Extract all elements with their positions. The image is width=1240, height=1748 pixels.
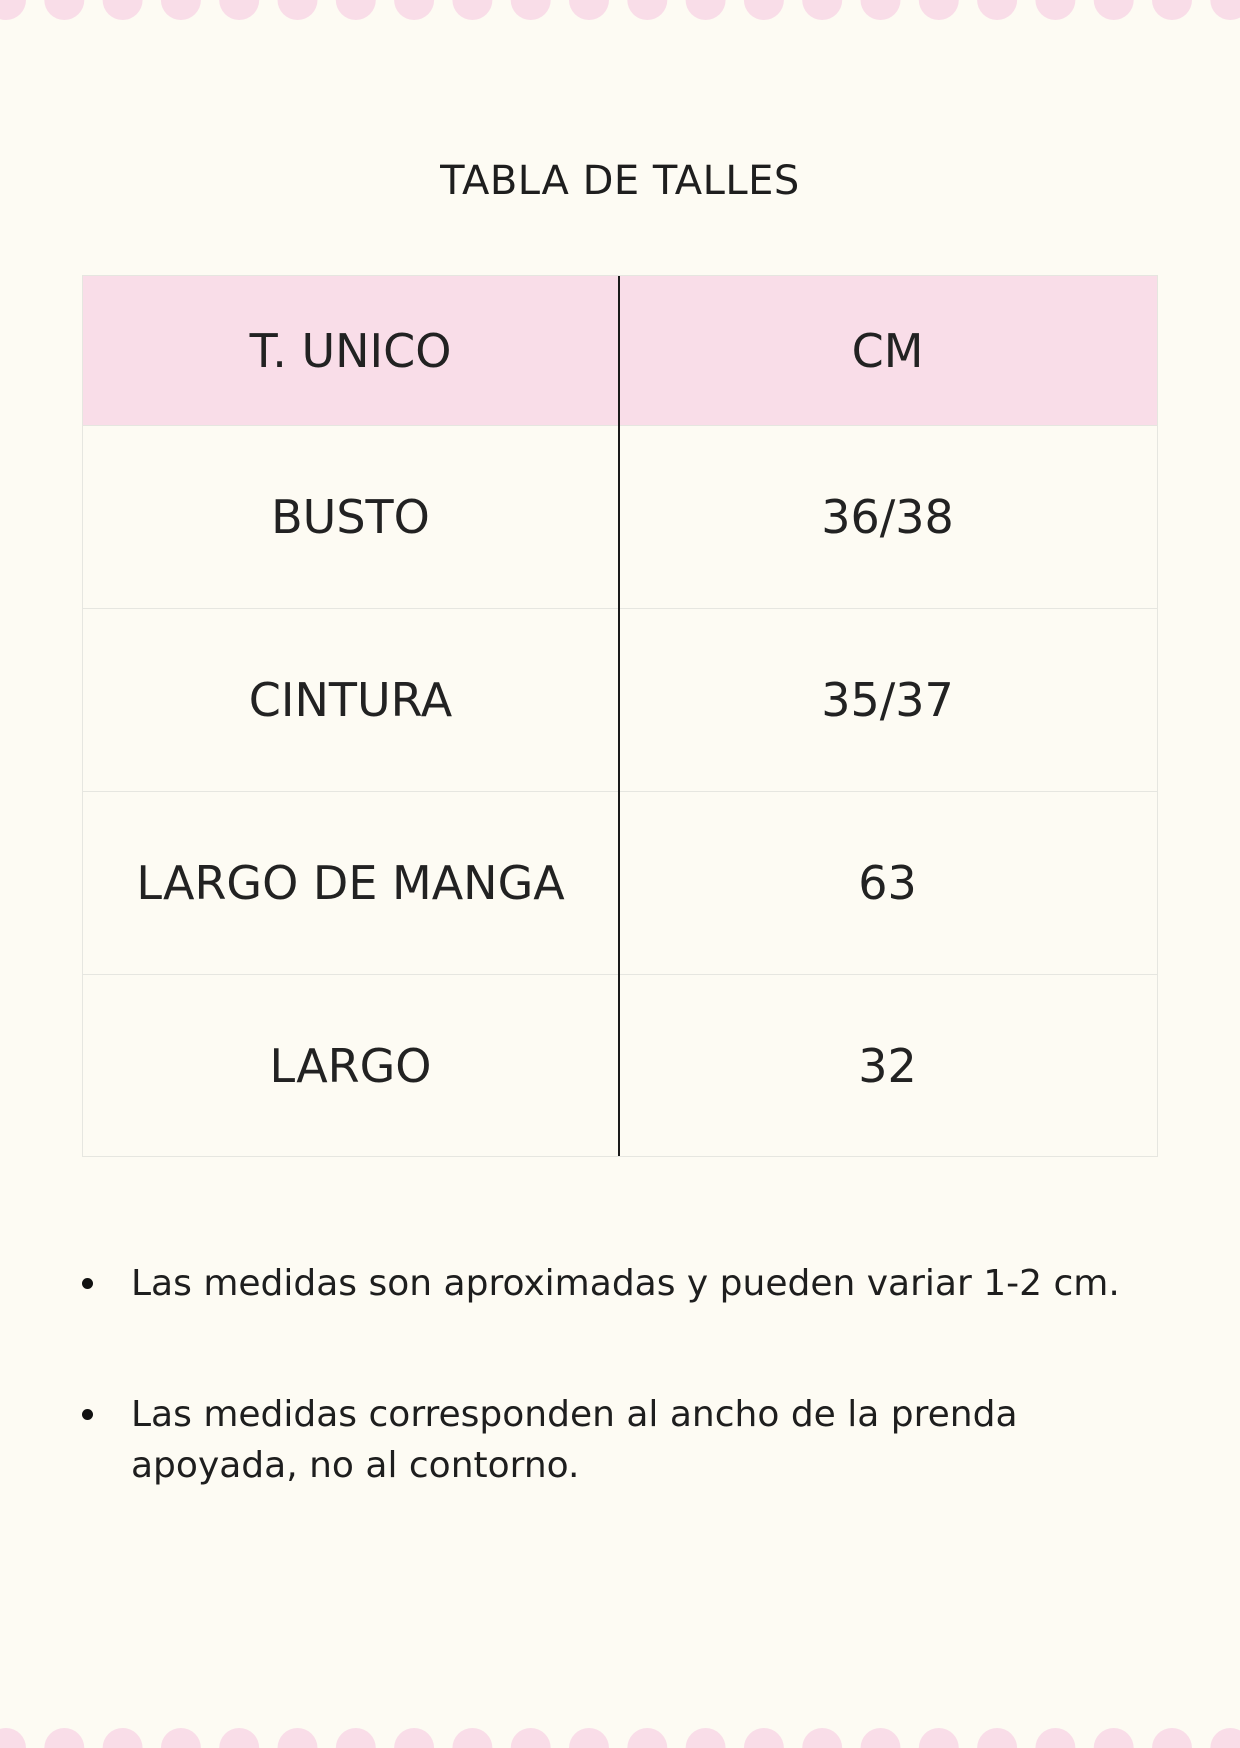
note-item	[82, 1389, 1172, 1491]
top-dot-border	[0, 0, 1240, 44]
border-dot	[919, 0, 959, 20]
border-dot	[511, 1728, 551, 1748]
border-dot	[627, 0, 667, 20]
border-dot	[977, 0, 1017, 20]
border-dot	[1152, 0, 1192, 20]
border-dot	[511, 0, 551, 20]
border-dot	[1094, 1728, 1134, 1748]
row-label: LARGO DE MANGA	[136, 856, 565, 910]
bullet-icon	[82, 1278, 93, 1289]
top-dot-border-graphic	[0, 0, 1240, 44]
table-header-row	[83, 276, 1157, 425]
border-dot	[1035, 1728, 1075, 1748]
border-dot	[1152, 1728, 1192, 1748]
row-value: 63	[858, 856, 917, 910]
table-row-cintura	[83, 608, 1157, 791]
header-unit-label: CM	[851, 323, 924, 378]
border-dot	[627, 1728, 667, 1748]
border-dot	[219, 0, 259, 20]
border-dot	[44, 1728, 84, 1748]
page-title: TABLA DE TALLES	[440, 158, 800, 204]
table-row-largo-de-manga	[83, 791, 1157, 974]
border-dot	[977, 1728, 1017, 1748]
border-dot	[861, 1728, 901, 1748]
note-text: Las medidas son aproximadas y pueden variar 1-2 cm.	[131, 1263, 1120, 1304]
border-dot	[452, 0, 492, 20]
border-dot	[861, 0, 901, 20]
notes-list	[82, 1258, 1172, 1491]
border-dot	[336, 0, 376, 20]
border-dot	[452, 1728, 492, 1748]
border-dot	[1094, 0, 1134, 20]
border-dot	[44, 0, 84, 20]
row-label: CINTURA	[248, 673, 453, 727]
border-dot	[1035, 0, 1075, 20]
table-row-busto	[83, 425, 1157, 608]
table-row-largo	[83, 974, 1157, 1157]
note-text: Las medidas corresponden al ancho de la prenda apoyada, no al contorno.	[131, 1394, 1018, 1486]
border-dot	[744, 1728, 784, 1748]
row-value: 36/38	[821, 490, 954, 544]
border-dot	[744, 0, 784, 20]
border-dot	[103, 1728, 143, 1748]
border-dot	[394, 1728, 434, 1748]
border-dot	[0, 0, 26, 20]
border-dot	[219, 1728, 259, 1748]
border-dot	[161, 1728, 201, 1748]
border-dot	[1210, 0, 1240, 20]
bottom-dot-border-graphic	[0, 1704, 1240, 1748]
border-dot	[0, 1728, 26, 1748]
border-dot	[919, 1728, 959, 1748]
border-dot	[161, 0, 201, 20]
border-dot	[802, 1728, 842, 1748]
bullet-icon	[82, 1409, 93, 1420]
border-dot	[103, 0, 143, 20]
row-label: BUSTO	[271, 490, 430, 544]
note-item	[82, 1258, 1172, 1309]
column-divider	[618, 276, 620, 1156]
border-dot	[686, 1728, 726, 1748]
bottom-dot-border	[0, 1704, 1240, 1748]
row-label: LARGO	[269, 1039, 432, 1093]
size-table	[82, 275, 1158, 1157]
border-dot	[1210, 1728, 1240, 1748]
border-dot	[278, 1728, 318, 1748]
border-dot	[802, 0, 842, 20]
header-size-label: T. UNICO	[249, 323, 452, 378]
row-value: 32	[858, 1039, 917, 1093]
row-value: 35/37	[821, 673, 954, 727]
border-dot	[569, 0, 609, 20]
border-dot	[569, 1728, 609, 1748]
border-dot	[394, 0, 434, 20]
border-dot	[336, 1728, 376, 1748]
border-dot	[278, 0, 318, 20]
border-dot	[686, 0, 726, 20]
